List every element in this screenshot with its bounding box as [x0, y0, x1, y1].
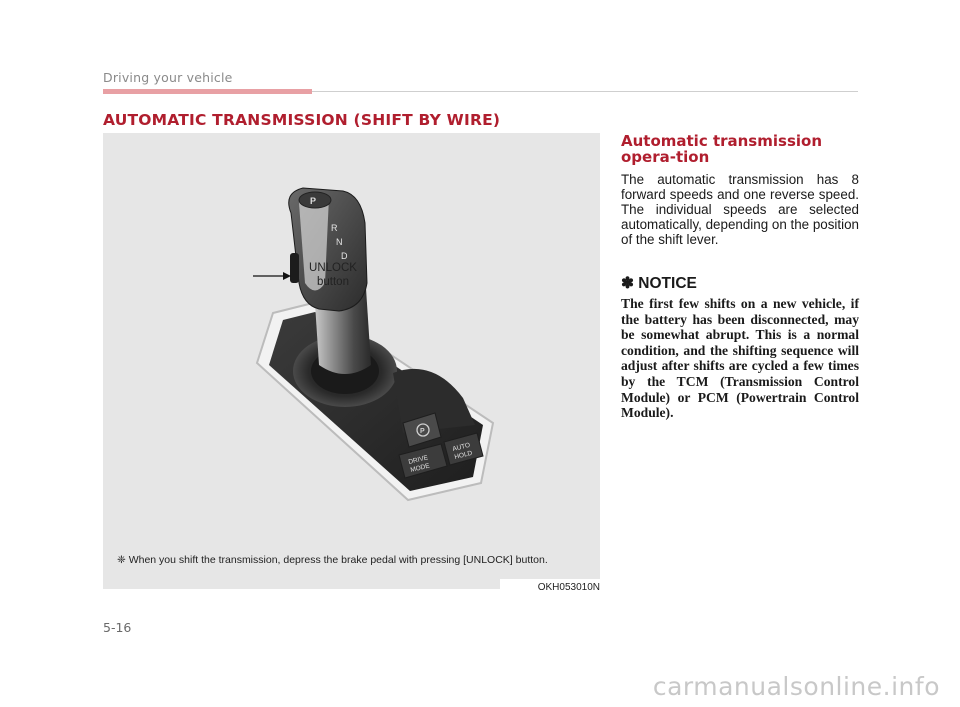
notice-body: The first few shifts on a new vehicle, if the battery has been disconnected, may be somewhat abrupt. This is a normal condition, and the shifting sequence will adjust after shifts are cycled a few times by the TCM (Transmission Control Module) or PCM (Powertrain Control Module).: [621, 296, 859, 421]
park-cap-label: P: [310, 196, 317, 206]
body-paragraph: The automatic transmission has 8 forward speeds and one reverse speed. The individual speeds are selected automatically, depending on the position of the shift lever.: [621, 172, 859, 247]
shifter-illustration: [103, 133, 600, 589]
shifter-figure: [103, 133, 600, 593]
svg-text:AUTO: AUTO: [451, 441, 471, 453]
svg-text:HOLD: HOLD: [453, 449, 474, 461]
callout-line-1: UNLOCK: [309, 262, 357, 274]
page-number: 5-16: [103, 620, 132, 635]
section-title: AUTOMATIC TRANSMISSION (SHIFT BY WIRE): [103, 111, 501, 129]
svg-text:MODE: MODE: [409, 462, 431, 474]
header-rule: [312, 91, 858, 92]
svg-text:P: P: [420, 428, 425, 435]
header-accent-rule: [103, 89, 312, 94]
figure-code: OKH053010N: [500, 579, 600, 597]
svg-text:DRIVE: DRIVE: [407, 454, 429, 466]
running-head: Driving your vehicle: [103, 70, 233, 85]
figure-caption: ❈ When you shift the transmission, depress the brake pedal with pressing [UNLOCK] button.: [117, 554, 548, 566]
subsection-title: Automatic transmission opera-tion: [621, 132, 822, 166]
watermark: carmanualsonline.info: [652, 672, 940, 701]
gear-label-r: R: [331, 223, 338, 233]
unlock-button-callout: [288, 261, 378, 289]
gear-label-d: D: [341, 251, 348, 261]
notice-title: ✽ NOTICE: [621, 275, 697, 292]
callout-line-2: button: [317, 276, 349, 288]
gear-label-n: N: [336, 237, 343, 247]
